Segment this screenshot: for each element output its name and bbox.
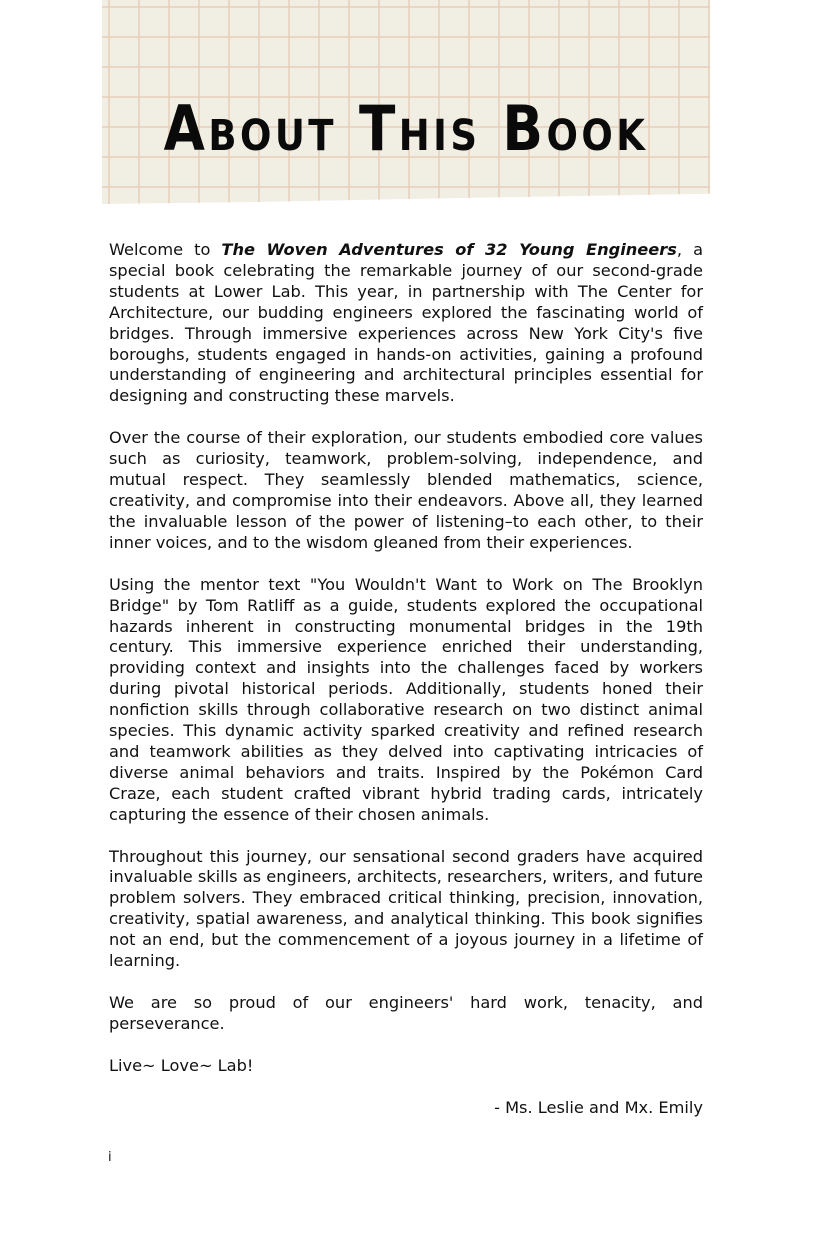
intro-lead: Welcome to xyxy=(109,240,222,259)
paragraph-mentor-text: Using the mentor text "You Wouldn't Want to Work on The Brooklyn Bridge" by Tom Ratliff as a guide, students explored the occupational hazards inherent in constructing monumental bridges in the 19th century. This immersive experience enriched their understanding, providing context and insights into the challenges faced by workers during pivotal historical periods. Additionally, students honed their nonfiction skills through collaborative research on two distinct animal species. This dynamic activity sparked creativity and refined research and teamwork abilities as they delved into captivating intricacies of diverse animal behaviors and traits. Inspired by the Pokémon Card Craze, each student crafted vibrant hybrid trading cards, intricately capturing the essence of their chosen animals. xyxy=(109,574,703,824)
paragraph-pride: We are so proud of our engineers' hard work, tenacity, and perseverance. xyxy=(109,993,703,1033)
body-text xyxy=(109,240,703,1140)
book-title: The Woven Adventures of 32 Young Engineers xyxy=(221,240,677,259)
intro-paragraph xyxy=(109,240,703,407)
intro-rest: , a special book celebrating the remarkable journey of our second-grade students at Lower Lab. This year, in partnership with The Center for Architecture, our budding engineers explored the fascinating world of bridges. Through immersive experiences across New York City's five boroughs, students engaged in hands-on activities, gaining a profound understanding of engineering and architectural principles essential for designing and constructing these marvels. xyxy=(109,240,703,406)
paragraph-skills: Throughout this journey, our sensational second graders have acquired invaluable skills as engineers, architects, researchers, writers, and future problem solvers. They embraced critical thinking, precision, innovation, creativity, spatial awareness, and analytical thinking. This book signifies not an end, but the commencement of a joyous journey in a lifetime of learning. xyxy=(109,846,703,971)
paragraph-values: Over the course of their exploration, our students embodied core values such as curiosity, teamwork, problem-solving, independence, and mutual respect. They seamlessly blended mathematics, science, creativity, and compromise into their endeavors. Above all, they learned the invaluable lesson of the power of listening–to each other, to their inner voices, and to the wisdom gleaned from their experiences. xyxy=(109,428,703,552)
page-title: About This Book xyxy=(163,92,649,165)
page-number: i xyxy=(108,1150,112,1165)
signature: - Ms. Leslie and Mx. Emily xyxy=(494,1097,703,1117)
motto: Live~ Love~ Lab! xyxy=(109,1055,254,1075)
